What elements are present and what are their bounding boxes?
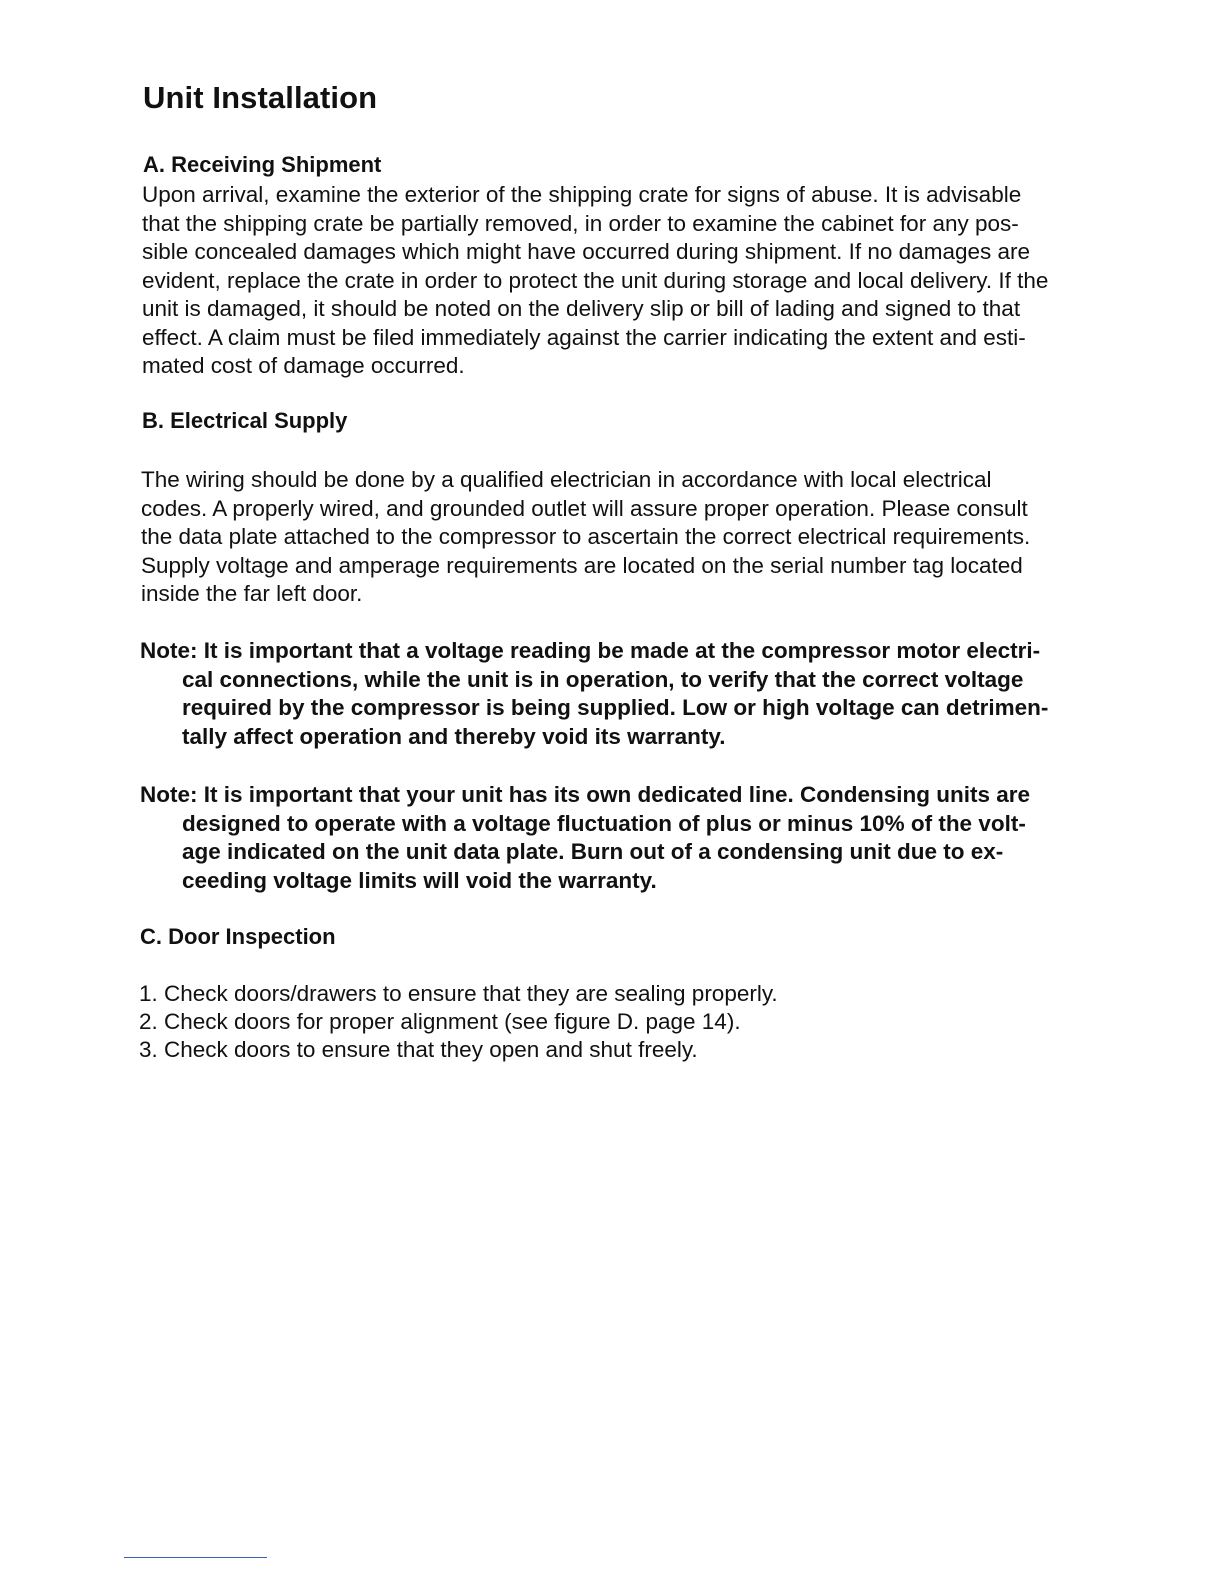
paragraph-line: Supply voltage and amperage requirements are located on the serial number tag located <box>141 552 1023 578</box>
note-line: Note: It is important that your unit has its own dedicated line. Condensing units are <box>140 782 1031 807</box>
receiving-shipment-heading: A. Receiving Shipment <box>143 152 382 177</box>
note-line: cal connections, while the unit is in operation, to verify that the correct voltage <box>182 666 1024 692</box>
paragraph-line: effect. A claim must be filed immediately against the carrier indicating the extent and esti- <box>142 324 1026 350</box>
paragraph-line: that the shipping crate be partially removed, in order to examine the cabinet for any pos- <box>142 210 1019 236</box>
paragraph-line: the data plate attached to the compressor to ascertain the correct electrical requirements. <box>141 524 1031 549</box>
electrical-supply-heading: B. Electrical Supply <box>142 408 348 433</box>
footnote-separator <box>124 1557 267 1558</box>
list-item: 2. Check doors for proper alignment (see figure D. page 14). <box>139 1009 741 1034</box>
dedicated-line-note <box>140 781 1110 895</box>
paragraph-line: Upon arrival, examine the exterior of the shipping crate for signs of abuse. It is advisable <box>142 182 1022 207</box>
paragraph-line: inside the far left door. <box>141 581 363 606</box>
note-line: age indicated on the unit data plate. Burn out of a condensing unit due to ex- <box>182 839 1004 864</box>
paragraph-line: codes. A properly wired, and grounded outlet will assure proper operation. Please consult <box>141 495 1028 521</box>
page-title: Unit Installation <box>143 80 378 115</box>
door-inspection-heading: C. Door Inspection <box>140 924 336 949</box>
electrical-supply-paragraph <box>141 466 1103 609</box>
paragraph-line: mated cost of damage occurred. <box>142 353 465 378</box>
paragraph-line: evident, replace the crate in order to protect the unit during storage and local delivery. If the <box>142 267 1049 293</box>
note-line: designed to operate with a voltage fluctuation of plus or minus 10% of the volt- <box>182 810 1026 836</box>
list-item: 3. Check doors to ensure that they open and shut freely. <box>139 1037 698 1062</box>
receiving-shipment-paragraph <box>142 181 1104 381</box>
note-line: Note: It is important that a voltage reading be made at the compressor motor electri- <box>140 638 1041 663</box>
paragraph-line: sible concealed damages which might have occurred during shipment. If no damages are <box>142 239 1031 264</box>
paragraph-line: unit is damaged, it should be noted on the delivery slip or bill of lading and signed to that <box>142 296 1021 321</box>
paragraph-line: The wiring should be done by a qualified electrician in accordance with local electrical <box>141 467 992 492</box>
list-item: 1. Check doors/drawers to ensure that they are sealing properly. <box>139 981 778 1006</box>
door-inspection-list <box>139 980 778 1064</box>
note-line: tally affect operation and thereby void its warranty. <box>182 723 726 749</box>
voltage-reading-note <box>140 637 1110 751</box>
note-line: ceeding voltage limits will void the warranty. <box>182 867 657 893</box>
note-line: required by the compressor is being supplied. Low or high voltage can detrimen- <box>182 695 1049 720</box>
